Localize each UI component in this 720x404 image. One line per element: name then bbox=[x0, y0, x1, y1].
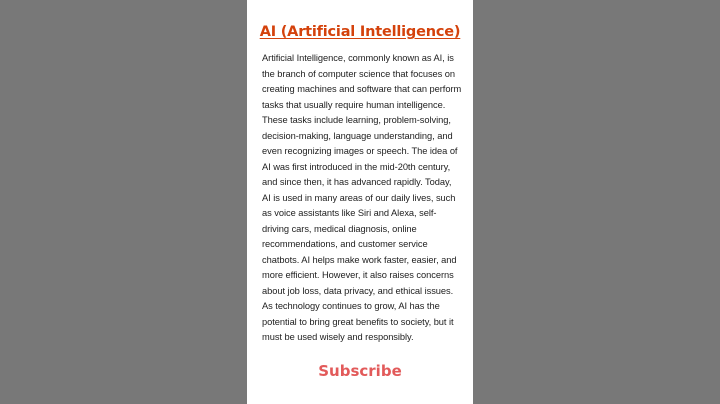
subscribe-button[interactable]: Subscribe bbox=[318, 362, 402, 380]
document-page bbox=[247, 0, 473, 404]
document-title: AI (Artificial Intelligence) bbox=[259, 24, 461, 40]
document-body-text: Artificial Intelligence, commonly known as AI, is the branch of computer science that focuses on creating machines and software that can perform tasks that usually require human intelligence. These tasks include learning, problem-solving, decision-making, language understanding, and even recognizing images or speech. The idea of AI was first introduced in the mid-20th century, and since then, it has advanced rapidly. Today, AI is used in many areas of our daily lives, such as voice assistants like Siri and Alexa, self-driving cars, medical diagnosis, online recommendations, and customer service chatbots. AI helps make work faster, easier, and more efficient. However, it also raises concerns about job loss, data privacy, and ethical issues. As technology continues to grow, AI has the potential to bring great benefits to society, but it must be used wisely and responsibly. bbox=[262, 53, 462, 342]
